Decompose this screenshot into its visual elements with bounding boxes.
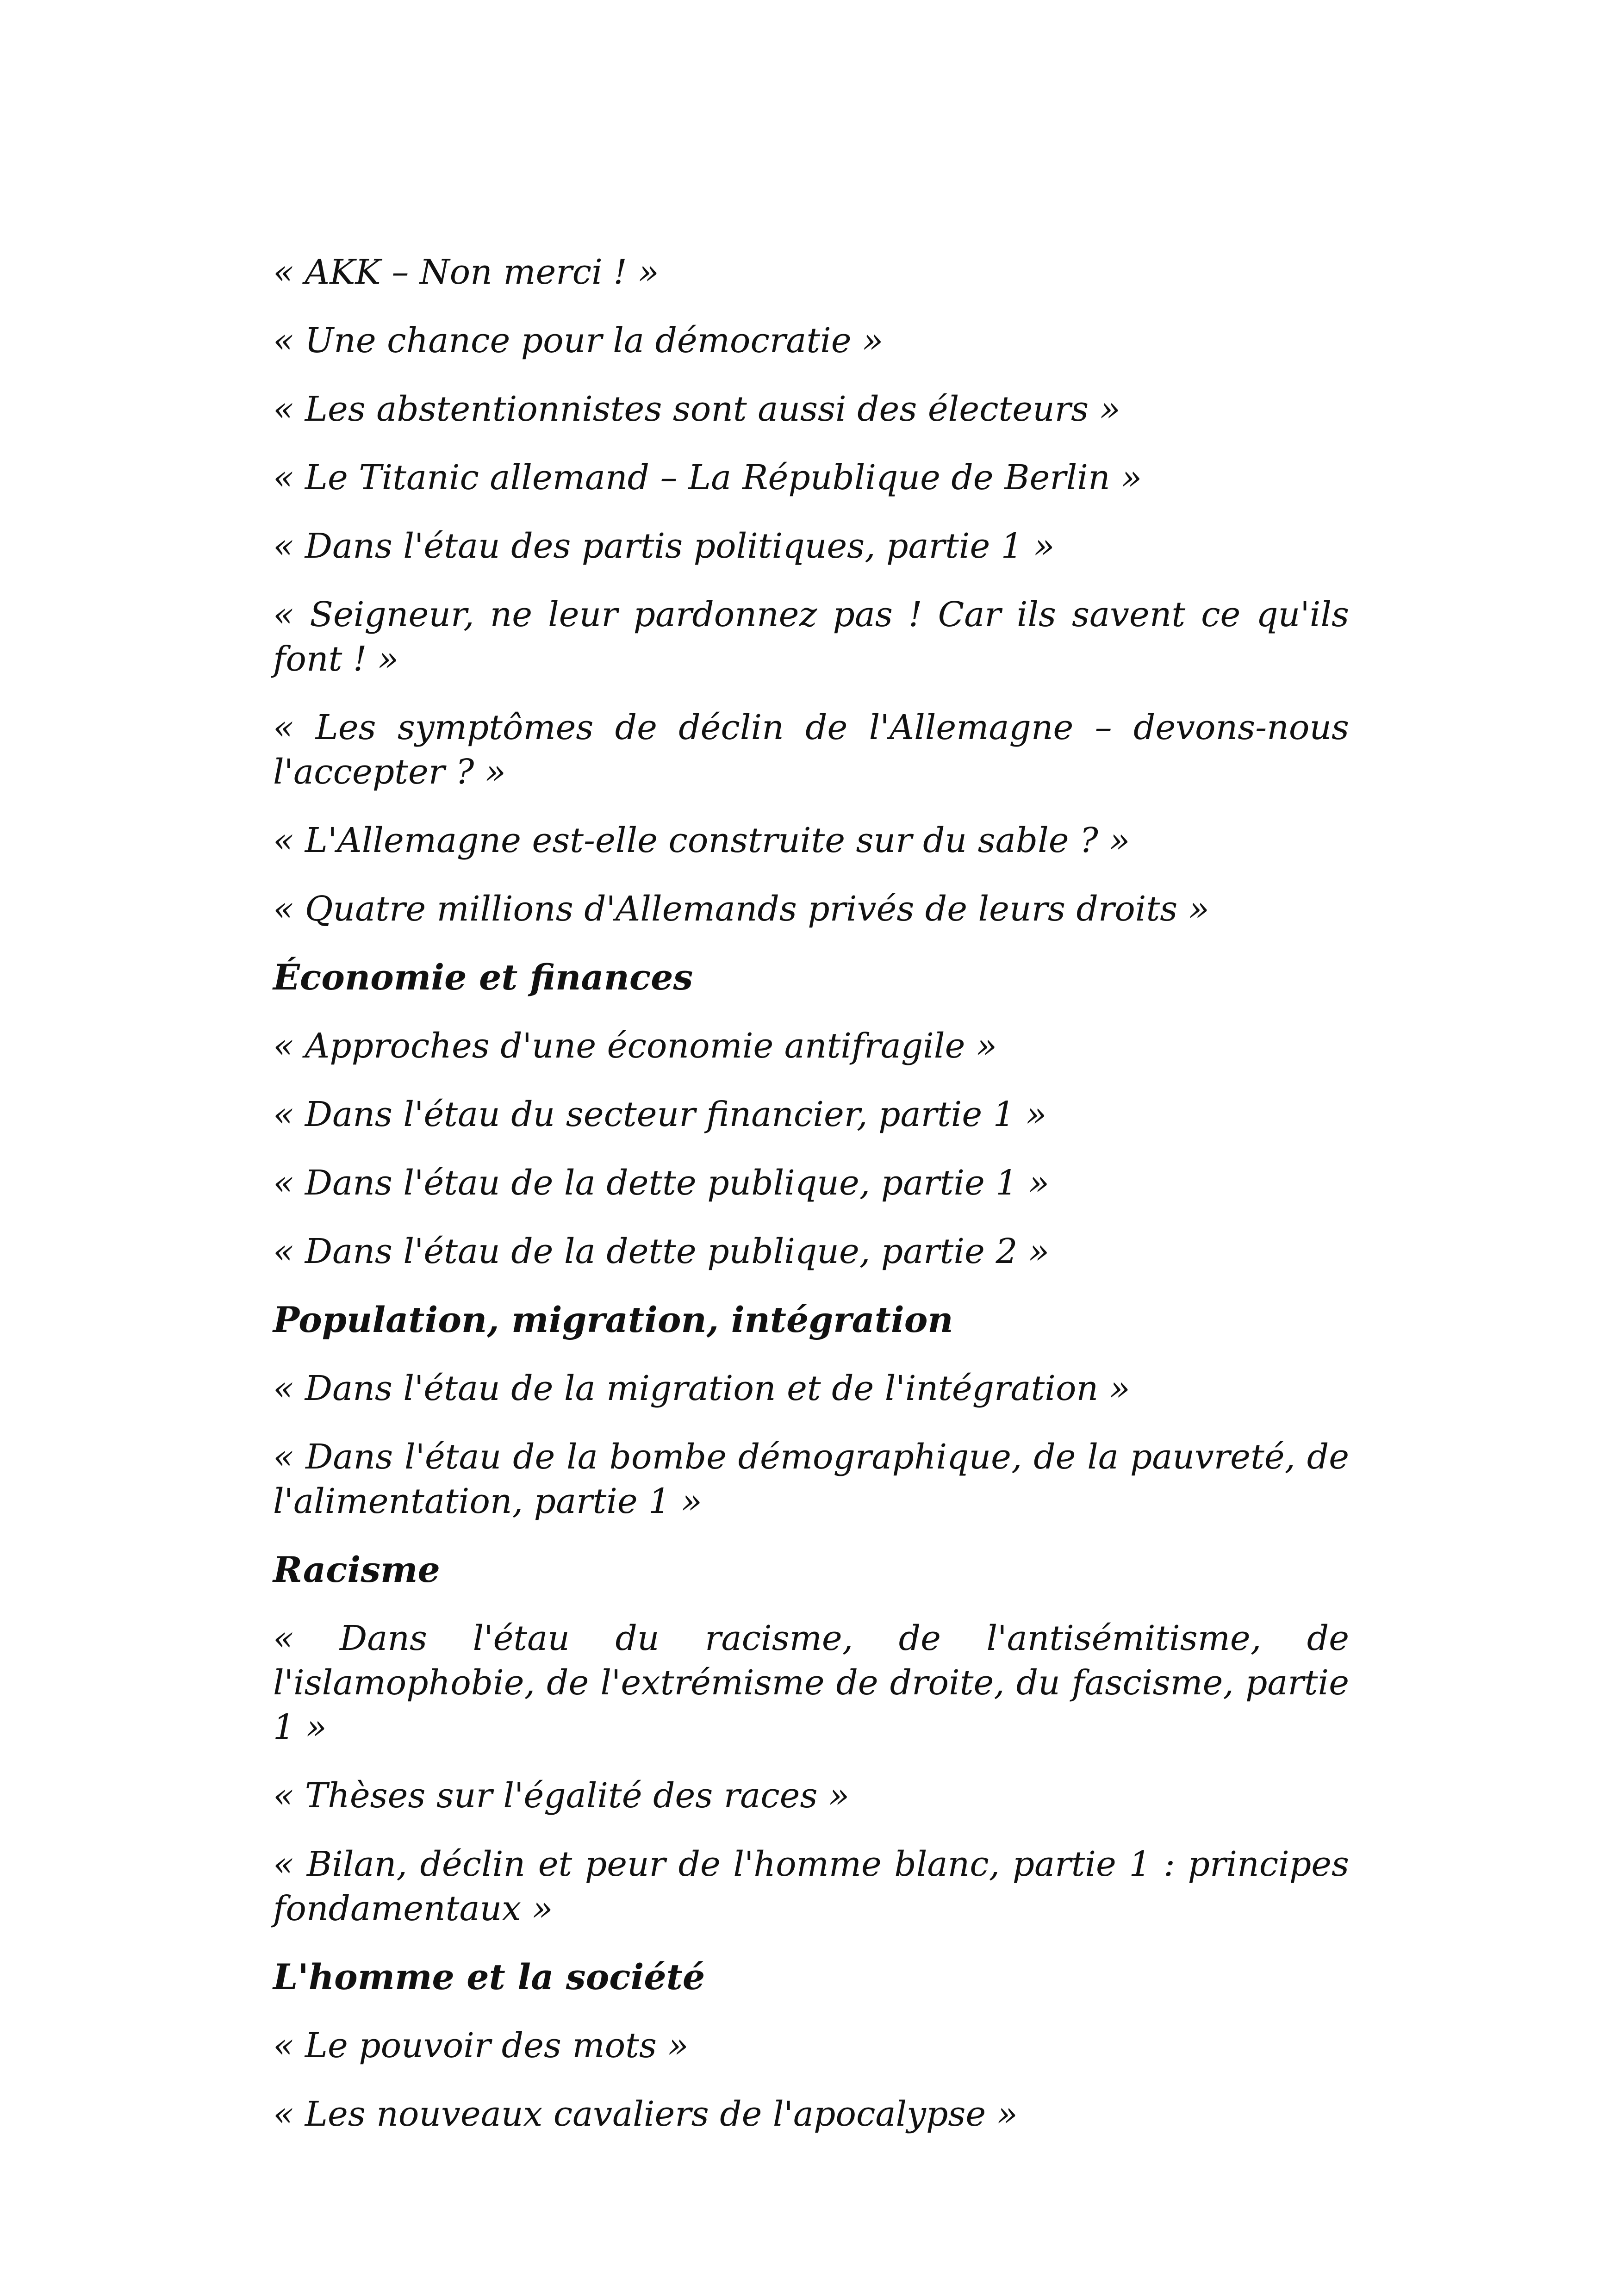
title-entry: « Le Titanic allemand – La République de Berlin » <box>273 458 1142 498</box>
title-entry: « Les symptômes de déclin de l'Allemagne – devons-nous l'accepter ? » <box>273 708 1349 792</box>
title-entry: « Dans l'étau de la dette publique, partie 1 » <box>273 1163 1050 1203</box>
title-entry: « AKK – Non merci ! » <box>273 252 659 292</box>
section-heading-population: Population, migration, intégration <box>273 1299 953 1340</box>
title-entry: « Dans l'étau du secteur financier, partie 1 » <box>273 1095 1047 1134</box>
title-entry: « Approches d'une économie antifragile » <box>273 1026 997 1066</box>
title-entry: « Dans l'étau de la migration et de l'intégration » <box>273 1369 1130 1408</box>
title-entry: « L'Allemagne est-elle construite sur du sable ? » <box>273 821 1130 860</box>
title-entry: « Quatre millions d'Allemands privés de leurs droits » <box>273 889 1209 929</box>
title-entry: « Seigneur, ne leur pardonnez pas ! Car ils savent ce qu'ils font ! » <box>273 595 1349 679</box>
title-entry: « Les nouveaux cavaliers de l'apocalypse » <box>273 2094 1018 2134</box>
title-entry: « Dans l'étau de la dette publique, partie 2 » <box>273 1232 1050 1271</box>
document-page <box>273 250 1349 2160</box>
title-entry: « Bilan, déclin et peur de l'homme blanc, partie 1 : principes fondamentaux » <box>273 1844 1349 1929</box>
title-entry: « Le pouvoir des mots » <box>273 2026 689 2066</box>
title-entry: « Dans l'étau du racisme, de l'antisémitisme, de l'islamophobie, de l'extrémisme de droite, du fascisme, partie 1 » <box>273 1618 1349 1747</box>
section-heading-economie: Économie et finances <box>273 957 693 998</box>
title-entry: « Dans l'étau de la bombe démographique, de la pauvreté, de l'alimentation, partie 1 » <box>273 1437 1349 1521</box>
title-entry: « Une chance pour la démocratie » <box>273 321 884 361</box>
section-heading-racisme: Racisme <box>273 1549 440 1590</box>
section-heading-homme-societe: L'homme et la société <box>273 1956 705 1997</box>
title-entry: « Thèses sur l'égalité des races » <box>273 1776 850 1816</box>
title-entry: « Dans l'étau des partis politiques, partie 1 » <box>273 526 1055 566</box>
title-entry: « Les abstentionnistes sont aussi des électeurs » <box>273 389 1120 429</box>
